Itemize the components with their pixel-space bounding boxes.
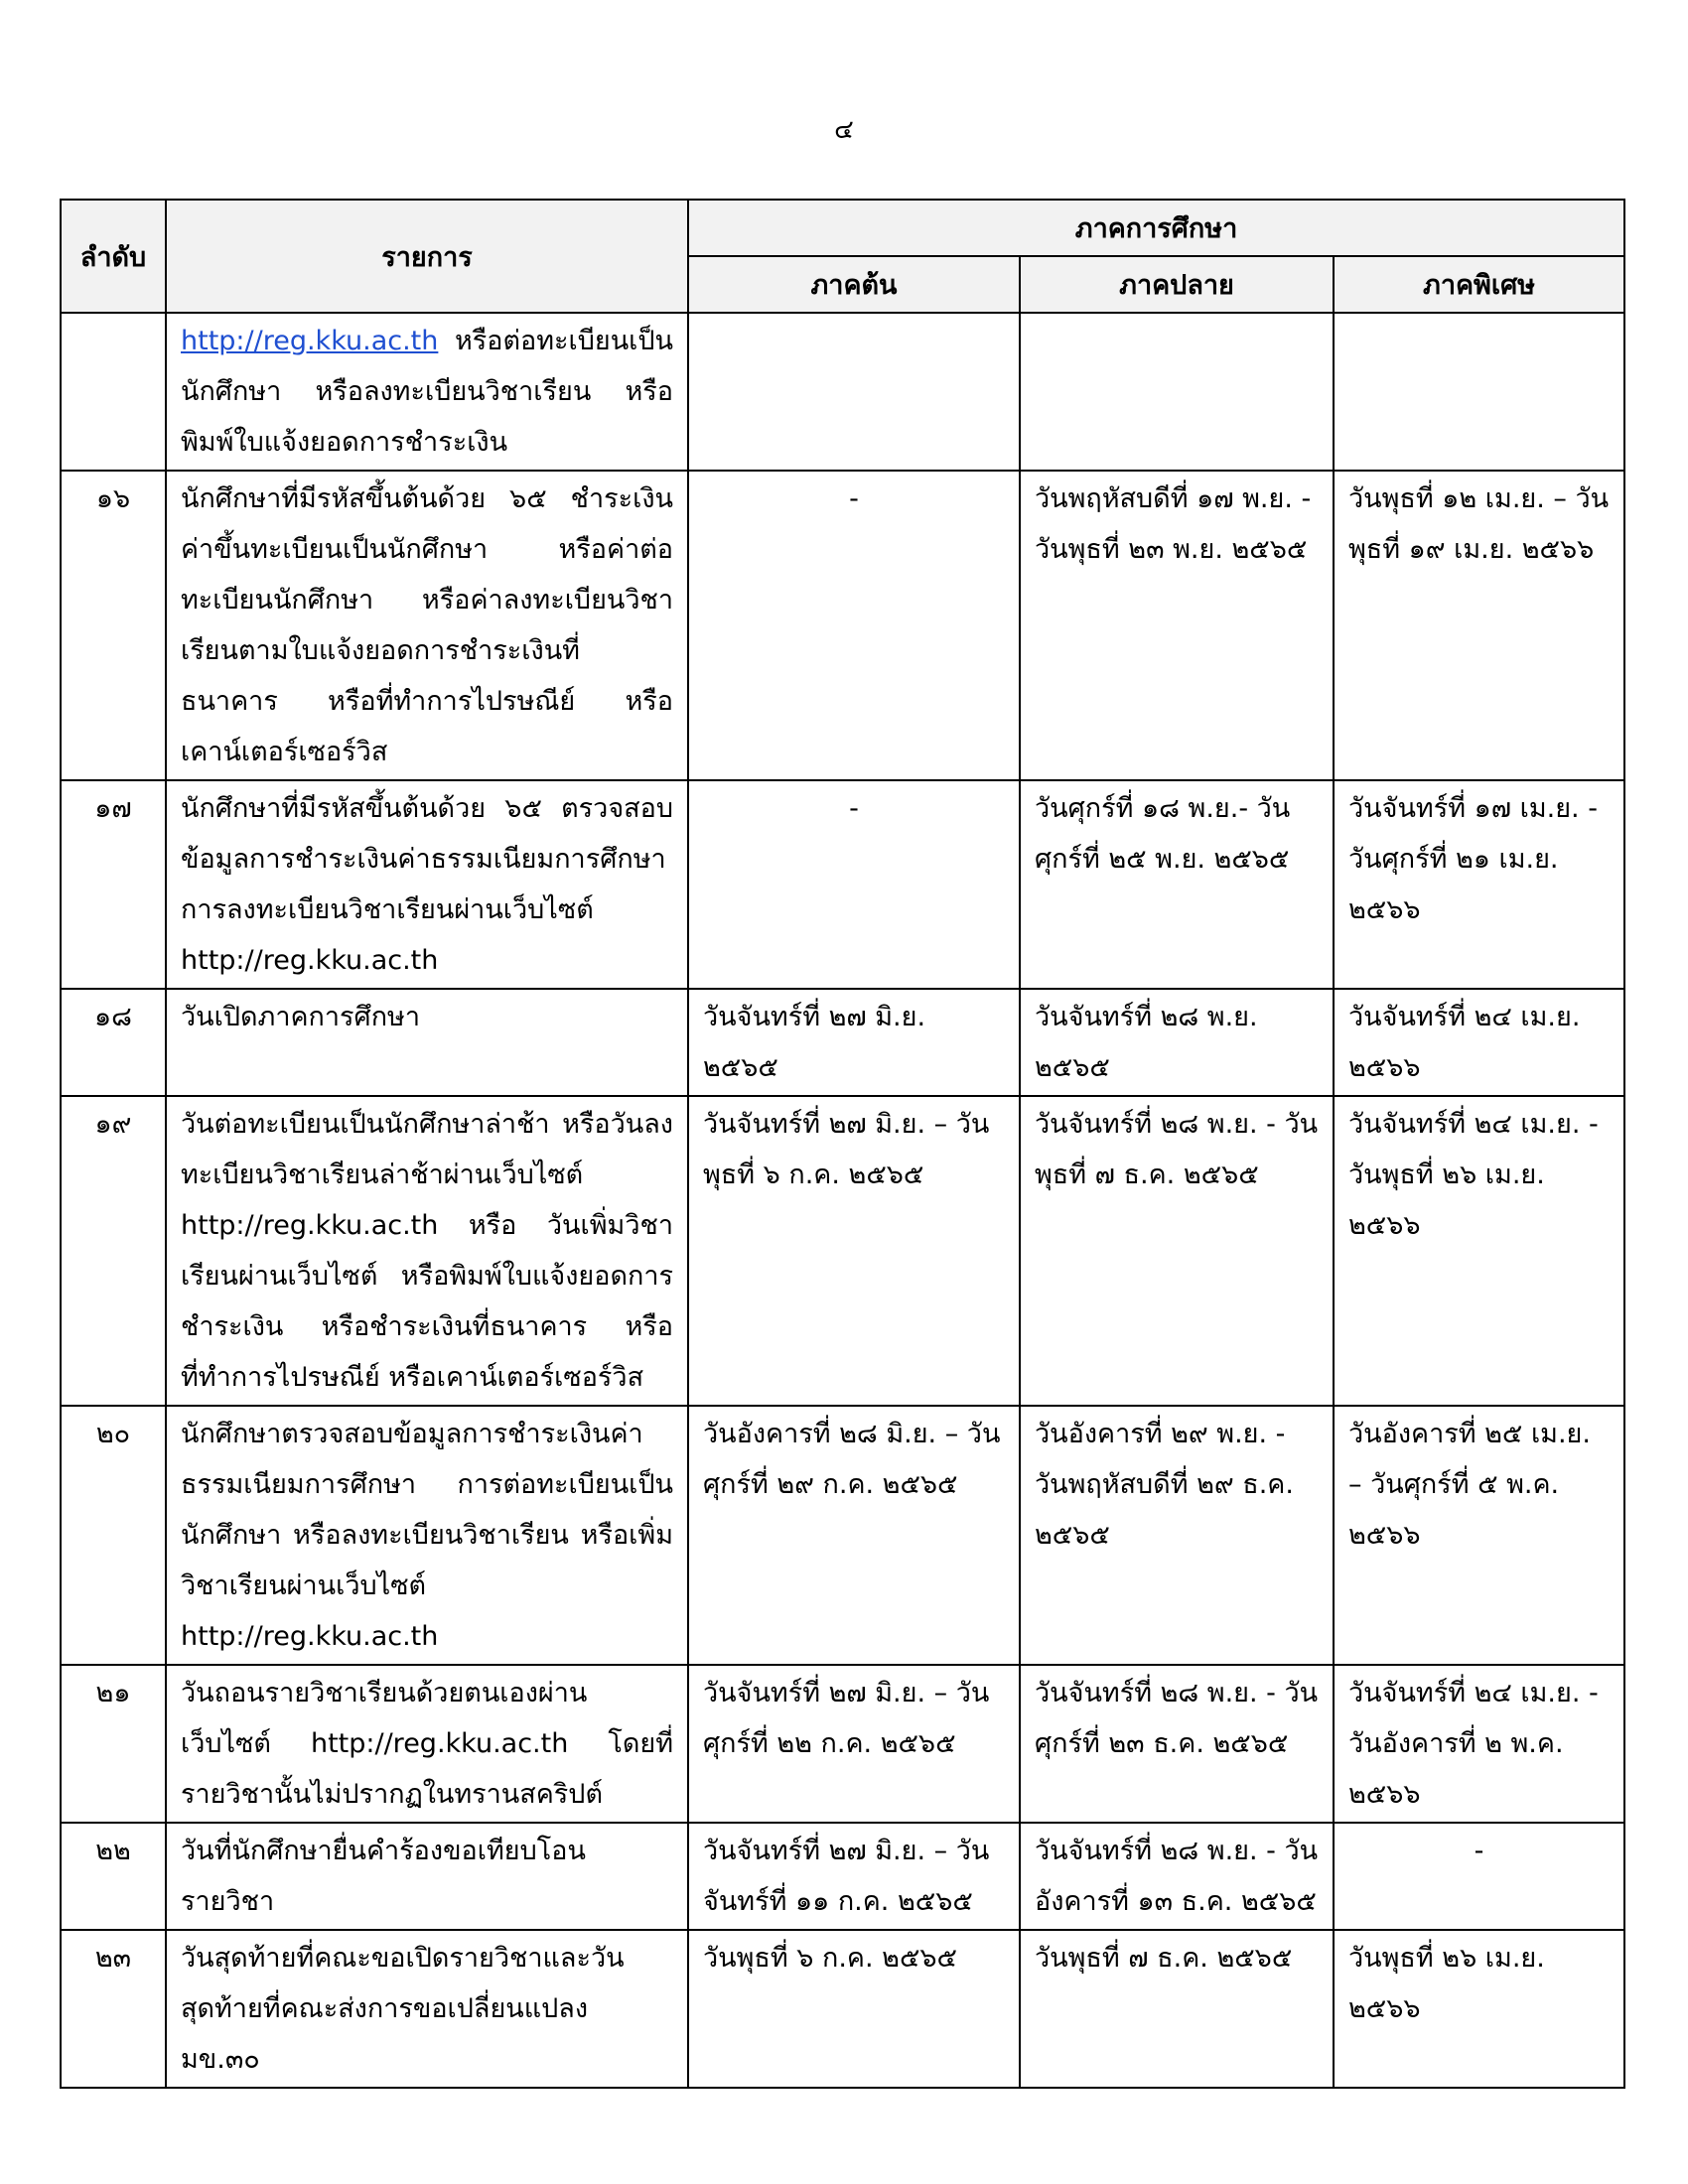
row-number — [61, 313, 166, 471]
second-semester-cell — [1020, 313, 1334, 471]
second-semester-cell: วันพุธที่ ๗ ธ.ค. ๒๕๖๕ — [1020, 1930, 1334, 2088]
row-number: ๑๘ — [61, 989, 166, 1096]
special-semester-cell: วันพุธที่ ๑๒ เม.ย. – วันพุธที่ ๑๙ เม.ย. ๒๕๖๖ — [1334, 471, 1624, 780]
table-row — [61, 471, 1624, 780]
row-number: ๑๙ — [61, 1096, 166, 1406]
row-number: ๒๓ — [61, 1930, 166, 2088]
header-item: รายการ — [166, 200, 688, 313]
second-semester-cell: วันอังคารที่ ๒๙ พ.ย. - วันพฤหัสบดีที่ ๒๙ ธ.ค. ๒๕๖๕ — [1020, 1406, 1334, 1665]
registration-link[interactable]: http://reg.kku.ac.th — [181, 326, 439, 356]
header-semester-group: ภาคการศึกษา — [688, 200, 1624, 256]
table-row — [61, 780, 1624, 989]
row-item: นักศึกษาตรวจสอบข้อมูลการชำระเงินค่าธรรมเนียมการศึกษา การต่อทะเบียนเป็นนักศึกษา หรือลงทะเบียนวิชาเรียน หรือเพิ่มวิชาเรียนผ่านเว็บไซต์ http://reg.kku.ac.th — [166, 1406, 688, 1665]
row-item: วันต่อทะเบียนเป็นนักศึกษาล่าช้า หรือวันลงทะเบียนวิชาเรียนล่าช้าผ่านเว็บไซต์ http://reg.kku.ac.th หรือ วันเพิ่มวิชาเรียนผ่านเว็บไซต์ หรือพิมพ์ใบแจ้งยอดการชำระเงิน หรือชำระเงินที่ธนาคาร หรือที่ทำการไปรษณีย์ หรือเคาน์เตอร์เซอร์วิส — [166, 1096, 688, 1406]
table-row — [61, 1096, 1624, 1406]
first-semester-cell: - — [688, 471, 1020, 780]
header-second-semester: ภาคปลาย — [1020, 256, 1334, 313]
row-number: ๑๗ — [61, 780, 166, 989]
row-number: ๑๖ — [61, 471, 166, 780]
row-number: ๒๑ — [61, 1665, 166, 1823]
table-row — [61, 1930, 1624, 2088]
second-semester-cell: วันศุกร์ที่ ๑๘ พ.ย.- วันศุกร์ที่ ๒๕ พ.ย. ๒๕๖๕ — [1020, 780, 1334, 989]
special-semester-cell: วันจันทร์ที่ ๒๔ เม.ย. ๒๕๖๖ — [1334, 989, 1624, 1096]
table-row — [61, 1823, 1624, 1930]
header-no: ลำดับ — [61, 200, 166, 313]
row-item: วันที่นักศึกษายื่นคำร้องขอเทียบโอนรายวิชา — [166, 1823, 688, 1930]
special-semester-cell: - — [1334, 1823, 1624, 1930]
second-semester-cell: วันพฤหัสบดีที่ ๑๗ พ.ย. - วันพุธที่ ๒๓ พ.ย. ๒๕๖๕ — [1020, 471, 1334, 780]
row-item — [166, 313, 688, 471]
first-semester-cell: วันจันทร์ที่ ๒๗ มิ.ย. ๒๕๖๕ — [688, 989, 1020, 1096]
row-item: วันสุดท้ายที่คณะขอเปิดรายวิชาและวันสุดท้ายที่คณะส่งการขอเปลี่ยนแปลง มข.๓๐ — [166, 1930, 688, 2088]
header-first-semester: ภาคต้น — [688, 256, 1020, 313]
table-row — [61, 1406, 1624, 1665]
first-semester-cell: วันอังคารที่ ๒๘ มิ.ย. – วันศุกร์ที่ ๒๙ ก.ค. ๒๕๖๕ — [688, 1406, 1020, 1665]
second-semester-cell: วันจันทร์ที่ ๒๘ พ.ย. - วันศุกร์ที่ ๒๓ ธ.ค. ๒๕๖๕ — [1020, 1665, 1334, 1823]
special-semester-cell: วันจันทร์ที่ ๑๗ เม.ย. - วันศุกร์ที่ ๒๑ เม.ย. ๒๕๖๖ — [1334, 780, 1624, 989]
header-row — [61, 200, 1624, 256]
table-row — [61, 989, 1624, 1096]
row-number: ๒๐ — [61, 1406, 166, 1665]
special-semester-cell — [1334, 313, 1624, 471]
special-semester-cell: วันจันทร์ที่ ๒๔ เม.ย. - วันพุธที่ ๒๖ เม.ย. ๒๕๖๖ — [1334, 1096, 1624, 1406]
table-row — [61, 1665, 1624, 1823]
second-semester-cell: วันจันทร์ที่ ๒๘ พ.ย. - วันอังคารที่ ๑๓ ธ.ค. ๒๕๖๕ — [1020, 1823, 1334, 1930]
academic-calendar-table — [60, 199, 1625, 2089]
row-number: ๒๒ — [61, 1823, 166, 1930]
special-semester-cell: วันอังคารที่ ๒๕ เม.ย. – วันศุกร์ที่ ๕ พ.ค. ๒๕๖๖ — [1334, 1406, 1624, 1665]
first-semester-cell: วันพุธที่ ๖ ก.ค. ๒๕๖๕ — [688, 1930, 1020, 2088]
first-semester-cell: วันจันทร์ที่ ๒๗ มิ.ย. – วันพุธที่ ๖ ก.ค. ๒๕๖๕ — [688, 1096, 1020, 1406]
row-item: วันถอนรายวิชาเรียนด้วยตนเองผ่านเว็บไซต์ http://reg.kku.ac.th โดยที่รายวิชานั้นไม่ปรากฏในทรานสคริปต์ — [166, 1665, 688, 1823]
row-item: นักศึกษาที่มีรหัสขึ้นต้นด้วย ๖๕ ชำระเงินค่าขึ้นทะเบียนเป็นนักศึกษา หรือค่าต่อทะเบียนนักศึกษา หรือค่าลงทะเบียนวิชาเรียนตามใบแจ้งยอดการชำระเงินที่ธนาคาร หรือที่ทำการไปรษณีย์ หรือเคาน์เตอร์เซอร์วิส — [166, 471, 688, 780]
table-row — [61, 313, 1624, 471]
second-semester-cell: วันจันทร์ที่ ๒๘ พ.ย. ๒๕๖๕ — [1020, 989, 1334, 1096]
first-semester-cell: วันจันทร์ที่ ๒๗ มิ.ย. – วันจันทร์ที่ ๑๑ ก.ค. ๒๕๖๕ — [688, 1823, 1020, 1930]
second-semester-cell: วันจันทร์ที่ ๒๘ พ.ย. - วันพุธที่ ๗ ธ.ค. ๒๕๖๕ — [1020, 1096, 1334, 1406]
first-semester-cell: - — [688, 780, 1020, 989]
row-item-text: หรือต่อทะเบียนเป็นนักศึกษา หรือลงทะเบียนวิชาเรียน หรือพิมพ์ใบแจ้งยอดการชำระเงิน — [181, 326, 673, 458]
special-semester-cell: วันพุธที่ ๒๖ เม.ย. ๒๕๖๖ — [1334, 1930, 1624, 2088]
row-item: วันเปิดภาคการศึกษา — [166, 989, 688, 1096]
page-number: ๔ — [834, 115, 854, 145]
first-semester-cell: วันจันทร์ที่ ๒๗ มิ.ย. – วันศุกร์ที่ ๒๒ ก.ค. ๒๕๖๕ — [688, 1665, 1020, 1823]
special-semester-cell: วันจันทร์ที่ ๒๔ เม.ย. - วันอังคารที่ ๒ พ.ค. ๒๕๖๖ — [1334, 1665, 1624, 1823]
first-semester-cell — [688, 313, 1020, 471]
header-special-semester: ภาคพิเศษ — [1334, 256, 1624, 313]
row-item: นักศึกษาที่มีรหัสขึ้นต้นด้วย ๖๕ ตรวจสอบข้อมูลการชำระเงินค่าธรรมเนียมการศึกษา การลงทะเบียนวิชาเรียนผ่านเว็บไซต์ http://reg.kku.ac.th — [166, 780, 688, 989]
